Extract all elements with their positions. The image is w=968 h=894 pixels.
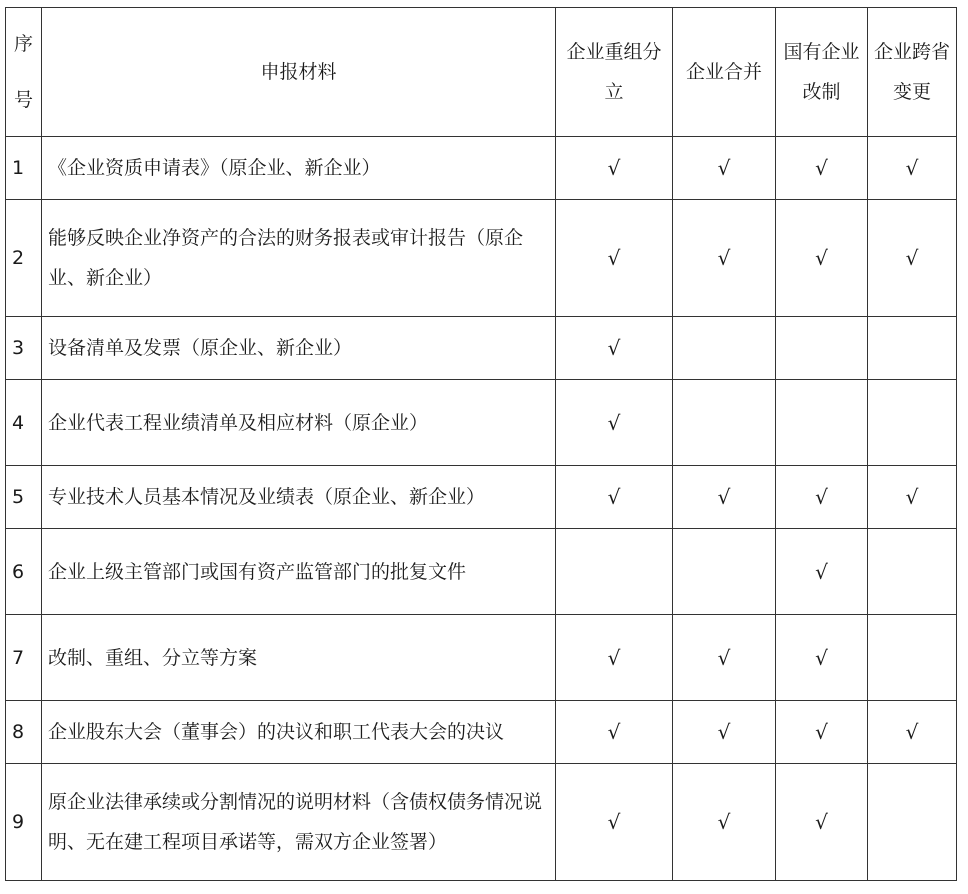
table-row xyxy=(6,466,957,529)
table-row xyxy=(6,317,957,380)
cell-seq: 8 xyxy=(6,701,42,764)
cell-seq: 9 xyxy=(6,764,42,881)
cell-material: 改制、重组、分立等方案 xyxy=(42,615,556,701)
cell-seq: 1 xyxy=(6,137,42,200)
cell-reorganize-split: √ xyxy=(556,615,673,701)
table-row xyxy=(6,200,957,317)
cell-seq: 3 xyxy=(6,317,42,380)
cell-state-owned-restructure: √ xyxy=(776,466,868,529)
cell-material: 《企业资质申请表》（原企业、新企业） xyxy=(42,137,556,200)
cell-reorganize-split: √ xyxy=(556,701,673,764)
table-header-row xyxy=(6,8,957,137)
cell-merge: √ xyxy=(673,466,776,529)
cell-cross-province-change xyxy=(868,764,957,881)
cell-material: 企业代表工程业绩清单及相应材料（原企业） xyxy=(42,380,556,466)
cell-reorganize-split: √ xyxy=(556,764,673,881)
cell-material: 专业技术人员基本情况及业绩表（原企业、新企业） xyxy=(42,466,556,529)
cell-merge: √ xyxy=(673,701,776,764)
cell-state-owned-restructure: √ xyxy=(776,200,868,317)
cell-material: 能够反映企业净资产的合法的财务报表或审计报告（原企业、新企业） xyxy=(42,200,556,317)
cell-state-owned-restructure: √ xyxy=(776,615,868,701)
cell-material: 企业上级主管部门或国有资产监管部门的批复文件 xyxy=(42,529,556,615)
cell-reorganize-split: √ xyxy=(556,380,673,466)
cell-cross-province-change: √ xyxy=(868,200,957,317)
cell-reorganize-split xyxy=(556,529,673,615)
header-material: 申报材料 xyxy=(42,8,556,137)
cell-seq: 2 xyxy=(6,200,42,317)
table-row xyxy=(6,380,957,466)
cell-reorganize-split: √ xyxy=(556,317,673,380)
cell-merge xyxy=(673,317,776,380)
cell-merge: √ xyxy=(673,200,776,317)
cell-seq: 7 xyxy=(6,615,42,701)
cell-material: 企业股东大会（董事会）的决议和职工代表大会的决议 xyxy=(42,701,556,764)
cell-state-owned-restructure: √ xyxy=(776,701,868,764)
cell-seq: 5 xyxy=(6,466,42,529)
cell-state-owned-restructure: √ xyxy=(776,137,868,200)
cell-state-owned-restructure xyxy=(776,380,868,466)
cell-seq: 4 xyxy=(6,380,42,466)
cell-state-owned-restructure: √ xyxy=(776,529,868,615)
cell-seq: 6 xyxy=(6,529,42,615)
cell-cross-province-change: √ xyxy=(868,701,957,764)
table-row xyxy=(6,764,957,881)
header-seq: 序号 xyxy=(6,8,42,137)
header-cross-province-change: 企业跨省变更 xyxy=(868,8,957,137)
cell-reorganize-split: √ xyxy=(556,200,673,317)
cell-merge: √ xyxy=(673,615,776,701)
cell-state-owned-restructure: √ xyxy=(776,764,868,881)
table-row xyxy=(6,615,957,701)
header-state-owned-restructure: 国有企业改制 xyxy=(776,8,868,137)
materials-table xyxy=(5,7,957,881)
cell-merge: √ xyxy=(673,137,776,200)
cell-cross-province-change: √ xyxy=(868,137,957,200)
cell-material: 设备清单及发票（原企业、新企业） xyxy=(42,317,556,380)
cell-merge: √ xyxy=(673,764,776,881)
cell-merge xyxy=(673,529,776,615)
table-row xyxy=(6,137,957,200)
cell-merge xyxy=(673,380,776,466)
table-row xyxy=(6,529,957,615)
header-merge: 企业合并 xyxy=(673,8,776,137)
table-row xyxy=(6,701,957,764)
cell-material: 原企业法律承续或分割情况的说明材料（含债权债务情况说明、无在建工程项目承诺等，需双方企业签署） xyxy=(42,764,556,881)
header-reorganize-split: 企业重组分立 xyxy=(556,8,673,137)
cell-cross-province-change: √ xyxy=(868,466,957,529)
cell-cross-province-change xyxy=(868,317,957,380)
cell-reorganize-split: √ xyxy=(556,137,673,200)
cell-cross-province-change xyxy=(868,529,957,615)
cell-state-owned-restructure xyxy=(776,317,868,380)
cell-reorganize-split: √ xyxy=(556,466,673,529)
cell-cross-province-change xyxy=(868,380,957,466)
cell-cross-province-change xyxy=(868,615,957,701)
